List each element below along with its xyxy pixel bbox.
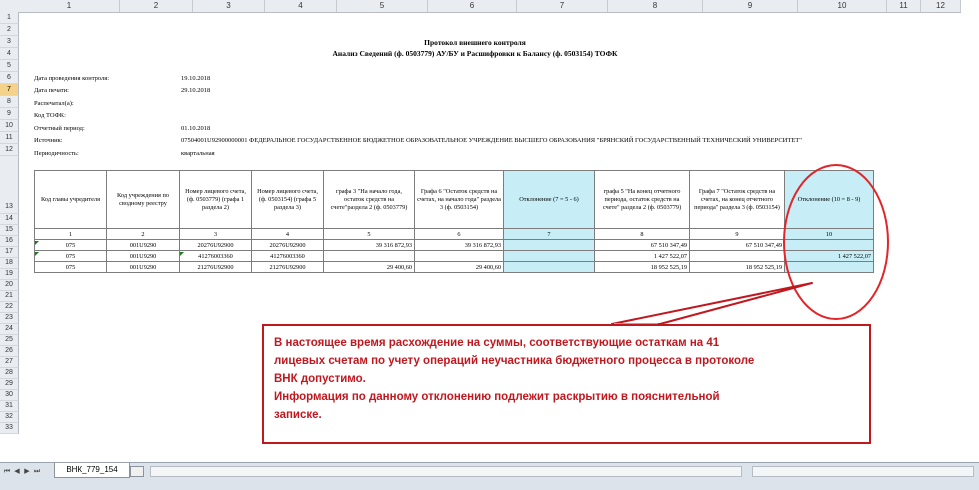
- cell[interactable]: 41276003360: [180, 251, 252, 262]
- column-number[interactable]: 5: [324, 229, 415, 240]
- row-header[interactable]: 23: [0, 313, 19, 324]
- column-title[interactable]: Отклонение (7 = 5 - 6): [504, 171, 595, 229]
- date-print-label: Дата печати:: [34, 87, 69, 94]
- column-header[interactable]: 12: [921, 0, 961, 12]
- column-title[interactable]: Графа 6 "Остаток средств на счетах, на начало года" раздела 3 (ф. 0503154): [415, 171, 504, 229]
- cell[interactable]: [415, 251, 504, 262]
- period-label: Отчетный период:: [34, 125, 85, 132]
- row-header[interactable]: 10: [0, 120, 19, 132]
- column-number[interactable]: 9: [690, 229, 785, 240]
- last-sheet-icon[interactable]: ⏭: [33, 468, 41, 475]
- first-sheet-icon[interactable]: ⏮: [3, 468, 11, 475]
- cell[interactable]: 075: [35, 262, 107, 273]
- cell[interactable]: 001U9290: [107, 262, 180, 273]
- cell[interactable]: [324, 251, 415, 262]
- date-print-value: 29.10.2018: [181, 87, 211, 94]
- row-header[interactable]: 33: [0, 423, 19, 434]
- row-header[interactable]: 19: [0, 269, 19, 280]
- column-number[interactable]: 10: [785, 229, 874, 240]
- period-value: 01.10.2018: [181, 125, 211, 132]
- row-header[interactable]: 12: [0, 144, 19, 156]
- comment-marker-icon: [180, 252, 184, 256]
- cell[interactable]: 21276U92900: [180, 262, 252, 273]
- row-header[interactable]: 28: [0, 368, 19, 379]
- column-header[interactable]: 3: [193, 0, 265, 12]
- row-header[interactable]: 4: [0, 48, 19, 60]
- column-number[interactable]: 1: [35, 229, 107, 240]
- periodicity-label: Периодичность:: [34, 150, 79, 157]
- row-header[interactable]: 24: [0, 324, 19, 335]
- row-header[interactable]: 9: [0, 108, 19, 120]
- row-header[interactable]: 3: [0, 36, 19, 48]
- row-header[interactable]: 2: [0, 24, 19, 36]
- cell[interactable]: 1 427 522,07: [595, 251, 690, 262]
- column-number[interactable]: 6: [415, 229, 504, 240]
- column-number[interactable]: 7: [504, 229, 595, 240]
- row-header[interactable]: 26: [0, 346, 19, 357]
- comment-marker-icon: [35, 252, 39, 256]
- column-header[interactable]: 2: [120, 0, 193, 12]
- column-header[interactable]: 9: [703, 0, 798, 12]
- sheet-tab[interactable]: ВНК_779_154: [54, 463, 130, 478]
- callout-line: Информация по данному отклонению подлежит раскрытию в пояснительной: [274, 391, 720, 403]
- cell[interactable]: 67 510 347,49: [690, 240, 785, 251]
- row-header[interactable]: 30: [0, 390, 19, 401]
- column-header[interactable]: 1: [19, 0, 120, 12]
- cell[interactable]: 001U9290: [107, 240, 180, 251]
- column-number[interactable]: 4: [252, 229, 324, 240]
- cell[interactable]: 20276U92900: [180, 240, 252, 251]
- row-header[interactable]: 21: [0, 291, 19, 302]
- column-header[interactable]: 6: [428, 0, 517, 12]
- column-title[interactable]: Код учреждения по сводному реестру: [107, 171, 180, 229]
- data-table: [34, 170, 874, 273]
- row-header[interactable]: 31: [0, 401, 19, 412]
- periodicity-value: квартальная: [181, 150, 215, 157]
- cell[interactable]: 075: [35, 251, 107, 262]
- column-title[interactable]: Отклонение (10 = 8 - 9): [785, 171, 874, 229]
- cell[interactable]: 1 427 522,07: [785, 251, 874, 262]
- row-header[interactable]: 1: [0, 12, 19, 24]
- prev-sheet-icon[interactable]: ◀: [14, 468, 20, 475]
- column-header[interactable]: 10: [798, 0, 887, 12]
- callout-line: В настоящее время расхождение на суммы, соответствующие остаткам на 41: [274, 337, 720, 349]
- row-header[interactable]: 20: [0, 280, 19, 291]
- column-number[interactable]: 8: [595, 229, 690, 240]
- row-header[interactable]: 11: [0, 132, 19, 144]
- report-subtitle: Анализ Сведений (ф. 0503779) АУ/БУ и Расшифровки к Балансу (ф. 0503154) ТОФК: [332, 49, 618, 58]
- column-number[interactable]: 2: [107, 229, 180, 240]
- row-header[interactable]: 29: [0, 379, 19, 390]
- row-header[interactable]: 27: [0, 357, 19, 368]
- cell[interactable]: 18 952 525,19: [595, 262, 690, 273]
- cell[interactable]: 075: [35, 240, 107, 251]
- annotation-callout: [262, 324, 871, 444]
- row-header[interactable]: 7: [0, 84, 19, 96]
- column-title[interactable]: Код главы учредителя: [35, 171, 107, 229]
- source-label: Источник:: [34, 137, 63, 144]
- row-header[interactable]: 8: [0, 96, 19, 108]
- cell[interactable]: [504, 251, 595, 262]
- cell[interactable]: 39 316 872,93: [324, 240, 415, 251]
- tofk-code-label: Код ТОФК:: [34, 112, 66, 119]
- cell[interactable]: [785, 240, 874, 251]
- column-header[interactable]: 11: [887, 0, 921, 12]
- row-header[interactable]: 17: [0, 247, 19, 258]
- callout-line: лицевых счетам по учету операций неучастника бюджетного процесса в протоколе: [274, 355, 755, 367]
- row-header[interactable]: 6: [0, 72, 19, 84]
- source-value: 07504001U92900000001 ФЕДЕРАЛЬНОЕ ГОСУДАРСТВЕННОЕ БЮДЖЕТНОЕ ОБРАЗОВАТЕЛЬНОЕ УЧРЕЖДЕНИЕ ВЫСШЕГО ОБРАЗОВАНИЯ "БРЯНСКИЙ ГОСУДАРСТВЕННЫЙ ТЕХНИЧЕСКИЙ УНИВЕРСИТЕТ": [181, 137, 802, 144]
- date-control-label: Дата проведения контроля:: [34, 75, 110, 82]
- table-row: [35, 262, 874, 273]
- column-header[interactable]: 8: [608, 0, 703, 12]
- table-header-row: [35, 171, 874, 229]
- row-header[interactable]: 14: [0, 214, 19, 225]
- cell[interactable]: 67 510 347,49: [595, 240, 690, 251]
- column-title[interactable]: Графа 7 "Остаток средств на счетах, на конец отчетного периода" раздела 3 (ф. 0503154): [690, 171, 785, 229]
- column-title[interactable]: графа 3 "На начало года, остаток средств на счете"раздела 2 (ф. 0503779): [324, 171, 415, 229]
- cell[interactable]: 41276003360: [252, 251, 324, 262]
- column-title[interactable]: Номер лицевого счета, (ф. 0503779) (графа 1 раздела 2): [180, 171, 252, 229]
- printed-by-label: Распечатал(а):: [34, 100, 74, 107]
- horizontal-scrollbar-right[interactable]: [752, 466, 974, 477]
- cell[interactable]: 001U9290: [107, 251, 180, 262]
- cell[interactable]: 20276U92900: [252, 240, 324, 251]
- row-header[interactable]: 16: [0, 236, 19, 247]
- sheet-tab-bar: [0, 462, 979, 490]
- row-header[interactable]: 25: [0, 335, 19, 346]
- cell[interactable]: 29 400,60: [415, 262, 504, 273]
- row-header[interactable]: 5: [0, 60, 19, 72]
- callout-pointer-icon: [612, 283, 812, 324]
- cell[interactable]: 39 316 872,93: [415, 240, 504, 251]
- table-number-row: [35, 229, 874, 240]
- column-title[interactable]: графа 5 "На конец отчетного периода, остаток средств на счете" раздела 2 (ф. 0503779): [595, 171, 690, 229]
- cell[interactable]: [690, 251, 785, 262]
- callout-line: ВНК допустимо.: [274, 373, 366, 385]
- column-headers: [19, 0, 961, 13]
- column-header[interactable]: 7: [517, 0, 608, 12]
- callout-line: записке.: [274, 409, 322, 421]
- table-row: [35, 251, 874, 262]
- cell[interactable]: 21276U92900: [252, 262, 324, 273]
- cell[interactable]: 29 400,60: [324, 262, 415, 273]
- cell[interactable]: [785, 262, 874, 273]
- cell[interactable]: [504, 240, 595, 251]
- column-header[interactable]: 5: [337, 0, 428, 12]
- new-sheet-icon[interactable]: [130, 466, 144, 477]
- column-number[interactable]: 3: [180, 229, 252, 240]
- cell[interactable]: [504, 262, 595, 273]
- row-header[interactable]: 15: [0, 225, 19, 236]
- column-header[interactable]: 4: [265, 0, 337, 12]
- next-sheet-icon[interactable]: ▶: [24, 468, 30, 475]
- column-title[interactable]: Номер лицевого счета, (ф. 0503154) (графа 5 раздела 3): [252, 171, 324, 229]
- comment-marker-icon: [35, 241, 39, 245]
- row-header[interactable]: 18: [0, 258, 19, 269]
- table-row: [35, 240, 874, 251]
- horizontal-scrollbar[interactable]: [150, 466, 742, 477]
- row-header[interactable]: 22: [0, 302, 19, 313]
- report-title: Протокол внешнего контроля: [424, 38, 526, 47]
- row-header[interactable]: 32: [0, 412, 19, 423]
- cell[interactable]: 18 952 525,19: [690, 262, 785, 273]
- date-control-value: 19.10.2018: [181, 75, 211, 82]
- row-header[interactable]: 13: [0, 156, 19, 214]
